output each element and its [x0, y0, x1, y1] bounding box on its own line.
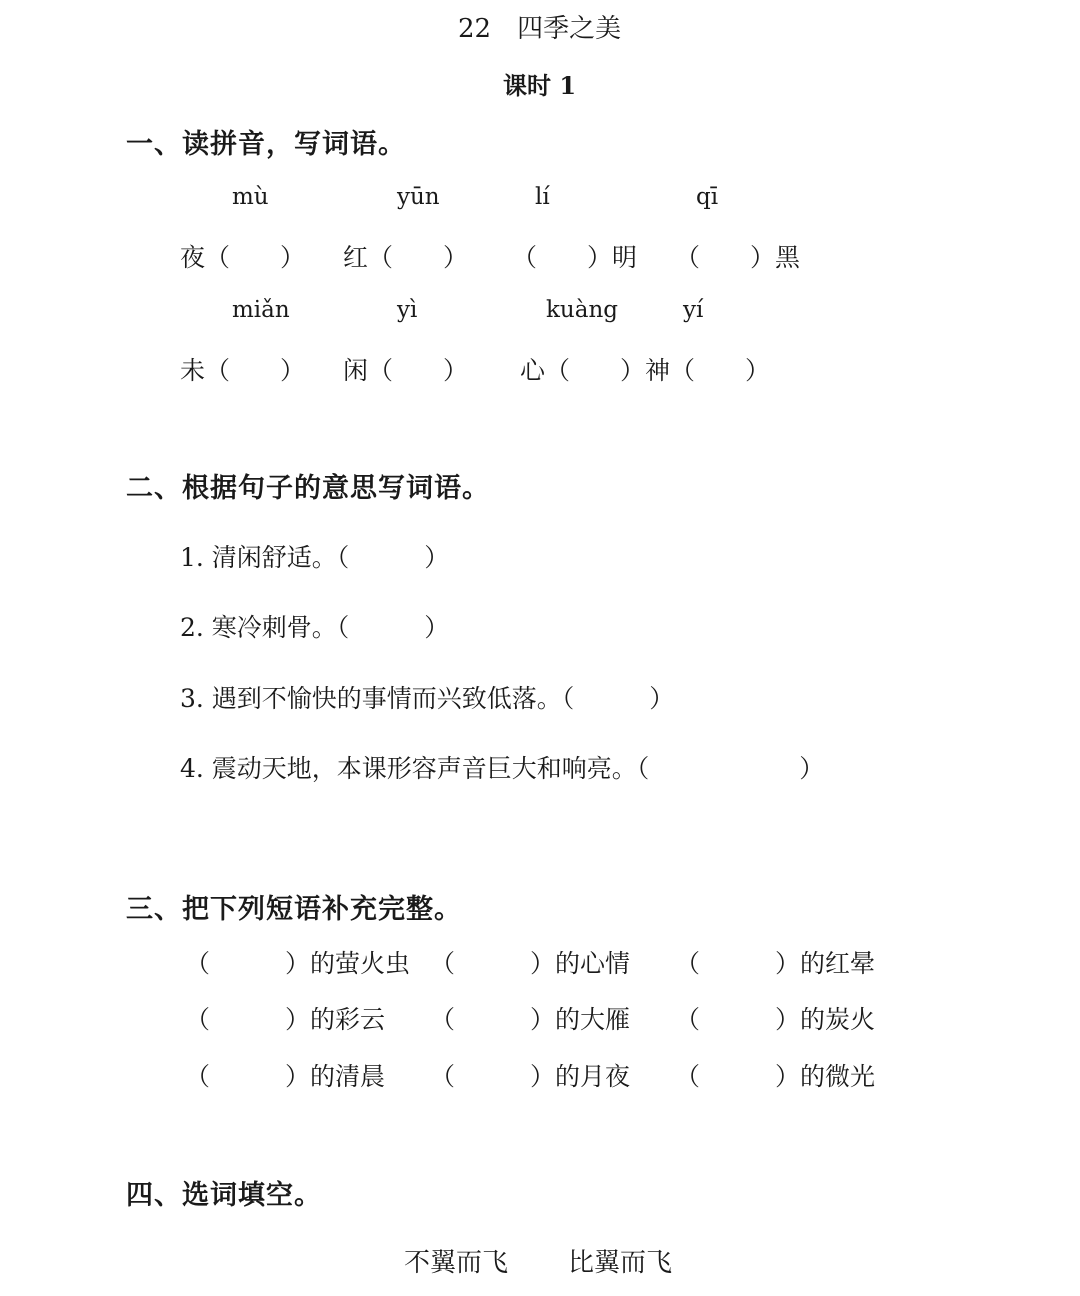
page-title: 22 四季之美: [458, 14, 622, 44]
pinyin-yi2: yí: [683, 297, 704, 323]
pinyin-yun: yūn: [397, 184, 440, 210]
definition-item-1[interactable]: 1. 清闲舒适。（ ）: [180, 543, 450, 572]
phrase-blank[interactable]: （ ）的大雁: [430, 1005, 631, 1034]
word-blank-xinshen[interactable]: 心（ ）神（ ）: [520, 356, 771, 385]
word-blank-ming[interactable]: （ ）明: [512, 243, 638, 272]
phrase-blank[interactable]: （ ）的彩云: [185, 1005, 386, 1034]
word-blank-ye[interactable]: 夜（ ）: [180, 243, 306, 272]
word-blank-hei[interactable]: （ ）黑: [675, 243, 801, 272]
word-option-2: 比翼而飞: [568, 1248, 673, 1278]
section1-heading: 一、读拼音，写词语。: [126, 129, 406, 160]
word-blank-hong[interactable]: 红（ ）: [343, 243, 469, 272]
phrase-blank[interactable]: （ ）的微光: [675, 1062, 876, 1091]
word-blank-wei[interactable]: 未（ ）: [180, 356, 306, 385]
pinyin-kuang: kuàng: [546, 297, 618, 323]
section2-heading: 二、根据句子的意思写词语。: [126, 473, 490, 504]
pinyin-yi: yì: [397, 297, 418, 323]
phrase-blank[interactable]: （ ）的心情: [430, 949, 631, 978]
pinyin-mian: miǎn: [232, 297, 290, 323]
lesson-subtitle: 课时 1: [503, 71, 577, 100]
phrase-blank[interactable]: （ ）的萤火虫: [185, 949, 411, 978]
definition-item-4[interactable]: 4. 震动天地，本课形容声音巨大和响亮。（ ）: [180, 754, 825, 783]
section3-heading: 三、把下列短语补充完整。: [126, 894, 462, 925]
pinyin-mu: mù: [232, 184, 269, 210]
section4-heading: 四、选词填空。: [126, 1180, 322, 1211]
pinyin-qi: qī: [696, 184, 719, 210]
pinyin-li: lí: [535, 184, 550, 210]
word-blank-xian[interactable]: 闲（ ）: [343, 356, 469, 385]
phrase-blank[interactable]: （ ）的清晨: [185, 1062, 386, 1091]
word-option-1: 不翼而飞: [404, 1248, 509, 1278]
phrase-blank[interactable]: （ ）的红晕: [675, 949, 876, 978]
definition-item-3[interactable]: 3. 遇到不愉快的事情而兴致低落。（ ）: [180, 684, 675, 713]
phrase-blank[interactable]: （ ）的炭火: [675, 1005, 876, 1034]
phrase-blank[interactable]: （ ）的月夜: [430, 1062, 631, 1091]
definition-item-2[interactable]: 2. 寒冷刺骨。（ ）: [180, 613, 450, 642]
